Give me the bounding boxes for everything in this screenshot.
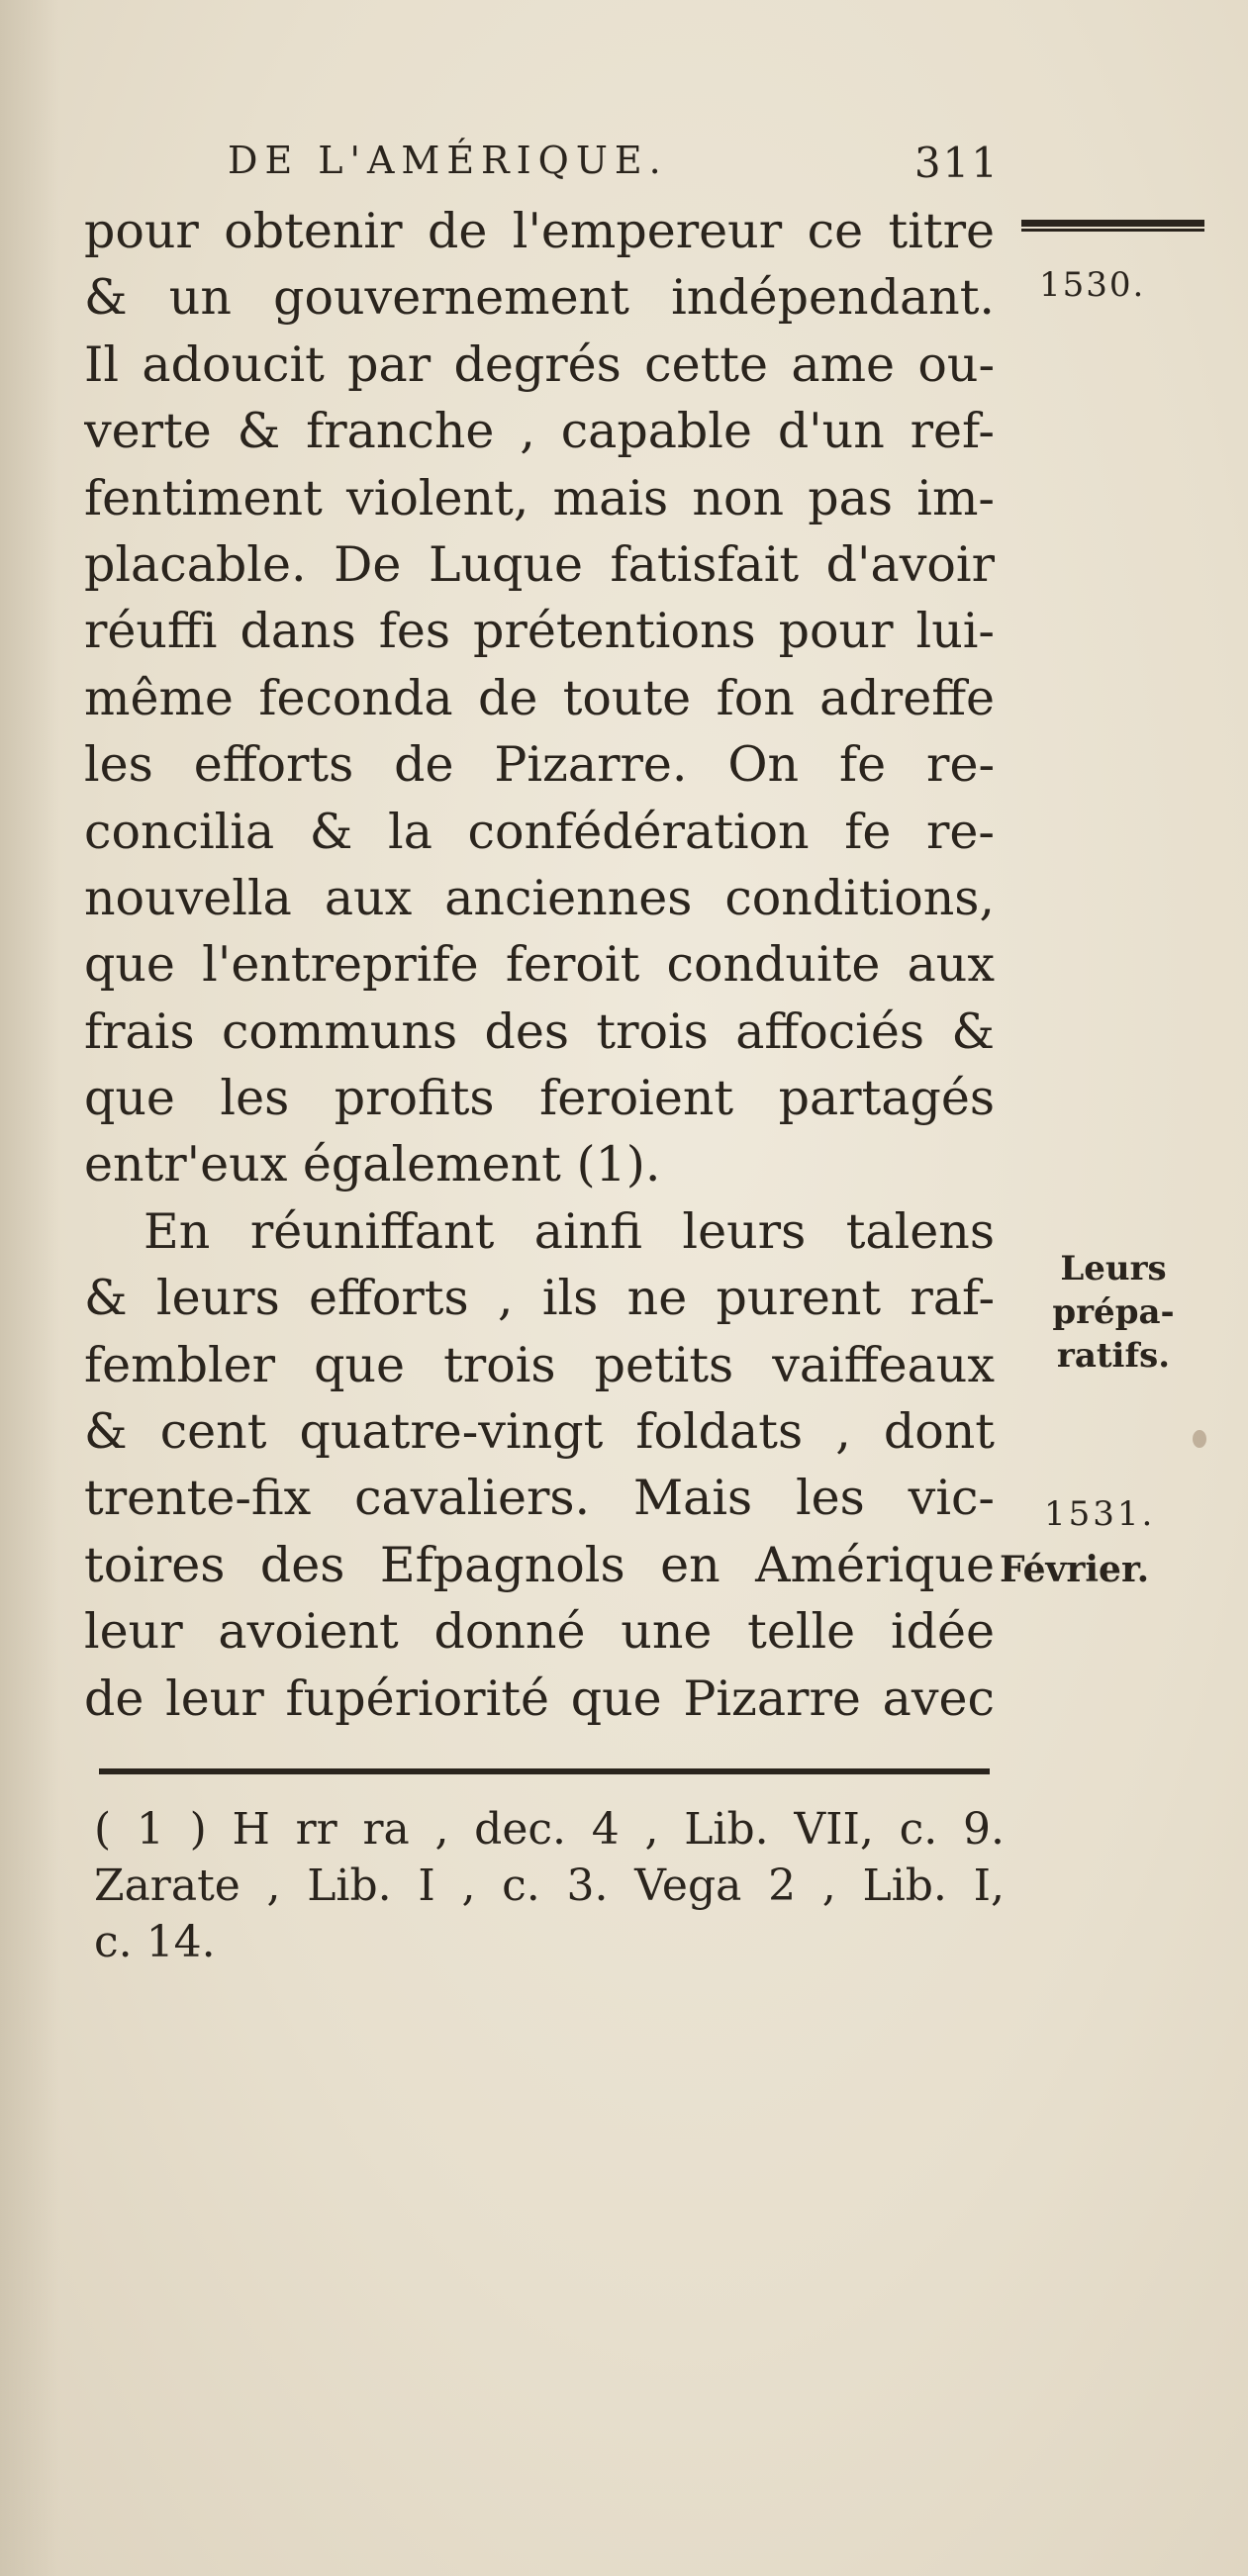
footnote-line: ( 1 ) H rr ra , dec. 4 , Lib. VII, c. 9. <box>94 1804 1005 1855</box>
text-line: que les profits feroient partagés <box>84 1070 995 1127</box>
text-line: & un gouvernement indépendant. <box>84 269 995 327</box>
text-line: toires des Efpagnols en Amérique <box>84 1536 995 1593</box>
text-line: pour obtenir de l'empereur ce titre <box>84 203 995 259</box>
page-number: 311 <box>913 139 1000 187</box>
text-line: concilia & la confédération fe re- <box>84 803 995 860</box>
text-line: frais communs des trois affociés & <box>84 1002 995 1060</box>
text-line: placable. De Luque fatisfait d'avoir <box>84 535 995 593</box>
text-line: même feconda de toute fon adreffe <box>84 669 995 726</box>
running-head: DE L'AMÉRIQUE. <box>228 139 668 182</box>
margin-month: Février. <box>1000 1549 1150 1590</box>
text-line: que l'entreprife feroit conduite aux <box>84 936 995 994</box>
text-line: trente-fix cavaliers. Mais les vic- <box>84 1470 995 1527</box>
text-line: fentiment violent, mais non pas im- <box>84 469 995 526</box>
margin-rule <box>1021 220 1204 232</box>
body-text <box>84 198 995 1732</box>
text-line: nouvella aux anciennes conditions, <box>84 869 995 926</box>
text-line: entr'eux également (1). <box>84 1136 661 1193</box>
text-line: verte & franche , capable d'un ref- <box>84 403 995 460</box>
ink-smudge <box>1193 1430 1206 1448</box>
margin-note-preparatifs <box>1000 1247 1227 1378</box>
text-line: fembler que trois petits vaiffeaux <box>84 1336 995 1393</box>
page-gutter-shadow <box>0 0 59 2576</box>
footnote-line: Zarate , Lib. I , c. 3. Vega 2 , Lib. I, <box>94 1860 1005 1911</box>
margin-year-1530: 1530. <box>1039 265 1146 305</box>
footnote-rule <box>99 1768 990 1774</box>
margin-note-line: Leurs <box>1060 1249 1167 1288</box>
text-line: réuffi dans fes prétentions pour lui- <box>84 603 995 660</box>
text-line: & leurs efforts , ils ne purent raf- <box>84 1270 995 1327</box>
text-line: En réuniffant ainfi leurs talens <box>144 1202 995 1260</box>
text-line: leur avoient donné une telle idée <box>84 1603 995 1661</box>
page-header <box>228 139 1000 188</box>
margin-note-line: ratifs. <box>1056 1336 1171 1376</box>
text-line: Il adoucit par degrés cette ame ou- <box>84 335 995 393</box>
margin-note-line: prépa- <box>1052 1292 1175 1332</box>
footnote-line: c. 14. <box>94 1917 216 1967</box>
text-line: de leur fupériorité que Pizarre avec <box>84 1670 995 1727</box>
text-line: les efforts de Pizarre. On fe re- <box>84 736 995 794</box>
margin-year-1531: 1531. <box>1044 1494 1156 1534</box>
text-line: & cent quatre-vingt foldats , dont <box>84 1403 995 1461</box>
footnote <box>94 1801 1005 1970</box>
